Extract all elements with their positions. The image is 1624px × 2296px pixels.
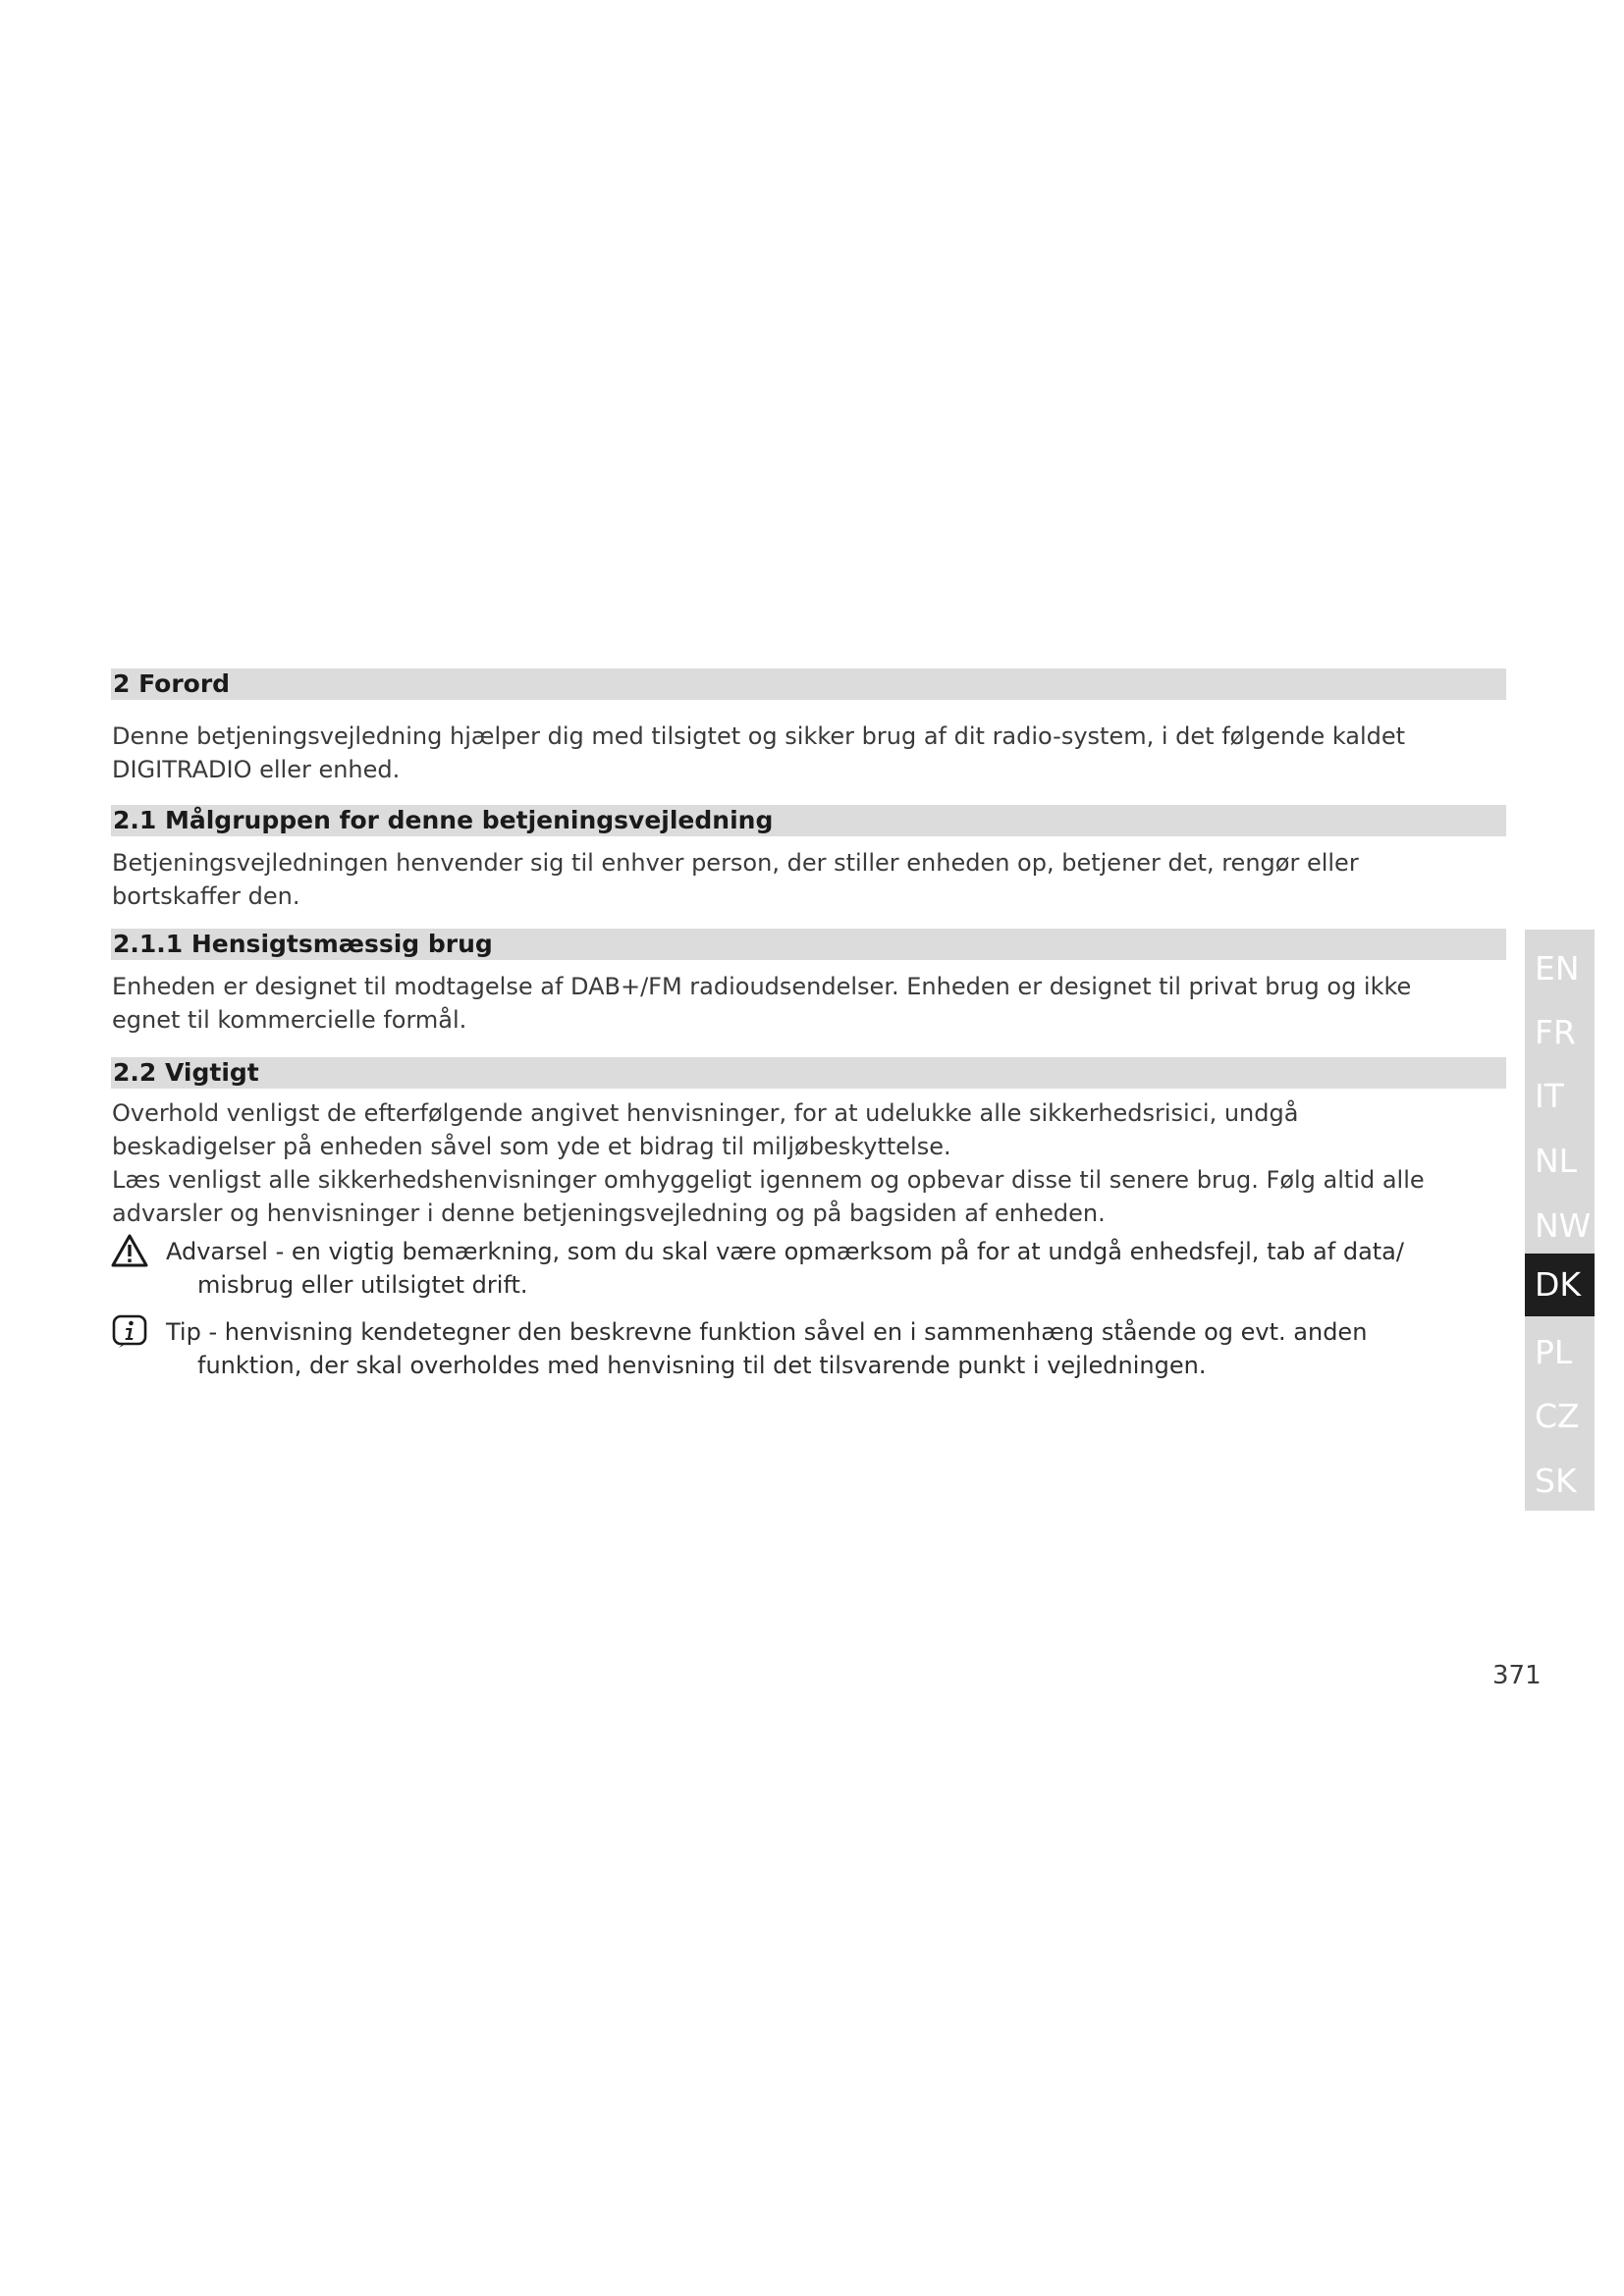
info-icon <box>111 1313 148 1349</box>
section-heading-forord: 2 Forord <box>111 668 1506 700</box>
language-tab-fr[interactable]: FR <box>1535 1013 1576 1051</box>
language-tab-cz[interactable]: CZ <box>1535 1397 1580 1435</box>
text-line: Læs venligst alle sikkerhedshenvisninger omhyggeligt igennem og opbevar disse til senere brug. Følg altid alle <box>112 1166 1425 1194</box>
section-body-vigtigt <box>112 1096 1504 1230</box>
section-heading-maalgruppen: 2.1 Målgruppen for denne betjeningsvejledning <box>111 805 1506 836</box>
page-number: 371 <box>1492 1661 1542 1690</box>
text-line: Enheden er designet til modtagelse af DAB+/FM radioudsendelser. Enheden er designet til privat brug og ikke <box>112 973 1412 1000</box>
language-tab-sk[interactable]: SK <box>1535 1462 1577 1500</box>
language-tab-pl[interactable]: PL <box>1535 1333 1573 1371</box>
text-line: misbrug eller utilsigtet drift. <box>197 1271 528 1299</box>
section-heading-hensigtsmaessig-brug: 2.1.1 Hensigtsmæssig brug <box>111 929 1506 960</box>
language-tab-dk[interactable]: DK <box>1525 1254 1595 1316</box>
text-line: DIGITRADIO eller enhed. <box>112 756 401 783</box>
warning-note-text <box>166 1235 1506 1302</box>
text-line: Denne betjeningsvejledning hjælper dig med tilsigtet og sikker brug af dit radio-system, i det følgende kaldet <box>112 722 1406 750</box>
language-tab-nw[interactable]: NW <box>1535 1206 1592 1245</box>
text-line: Overhold venligst de efterfølgende angivet henvisninger, for at udelukke alle sikkerhedsrisici, undgå <box>112 1099 1299 1127</box>
tip-note-text <box>166 1315 1506 1382</box>
language-tab-nl[interactable]: NL <box>1535 1142 1578 1180</box>
text-line: funktion, der skal overholdes med henvisning til det tilsvarende punkt i vejledningen. <box>197 1352 1207 1379</box>
language-tab-en[interactable]: EN <box>1535 949 1580 988</box>
text-line: bortskaffer den. <box>112 882 300 910</box>
text-line: Advarsel - en vigtig bemærkning, som du skal være opmærksom på for at undgå enhedsfejl, tab af data/ <box>166 1238 1404 1265</box>
text-line: Betjeningsvejledningen henvender sig til enhver person, der stiller enheden op, betjener det, rengør eller <box>112 849 1359 877</box>
text-line: beskadigelser på enheden såvel som yde et bidrag til miljøbeskyttelse. <box>112 1133 951 1160</box>
section-heading-vigtigt: 2.2 Vigtigt <box>111 1057 1506 1089</box>
section-body-forord <box>112 720 1504 786</box>
section-body-maalgruppen <box>112 846 1504 913</box>
warning-triangle-icon <box>111 1233 148 1268</box>
section-body-hensigtsmaessig-brug <box>112 970 1504 1037</box>
language-tab-strip <box>1525 930 1595 1511</box>
text-line: advarsler og henvisninger i denne betjeningsvejledning og på bagsiden af enheden. <box>112 1200 1106 1227</box>
text-line: Tip - henvisning kendetegner den beskrevne funktion såvel en i sammenhæng stående og evt. anden <box>166 1318 1368 1346</box>
text-line: egnet til kommercielle formål. <box>112 1006 467 1034</box>
language-tab-it[interactable]: IT <box>1535 1077 1564 1115</box>
